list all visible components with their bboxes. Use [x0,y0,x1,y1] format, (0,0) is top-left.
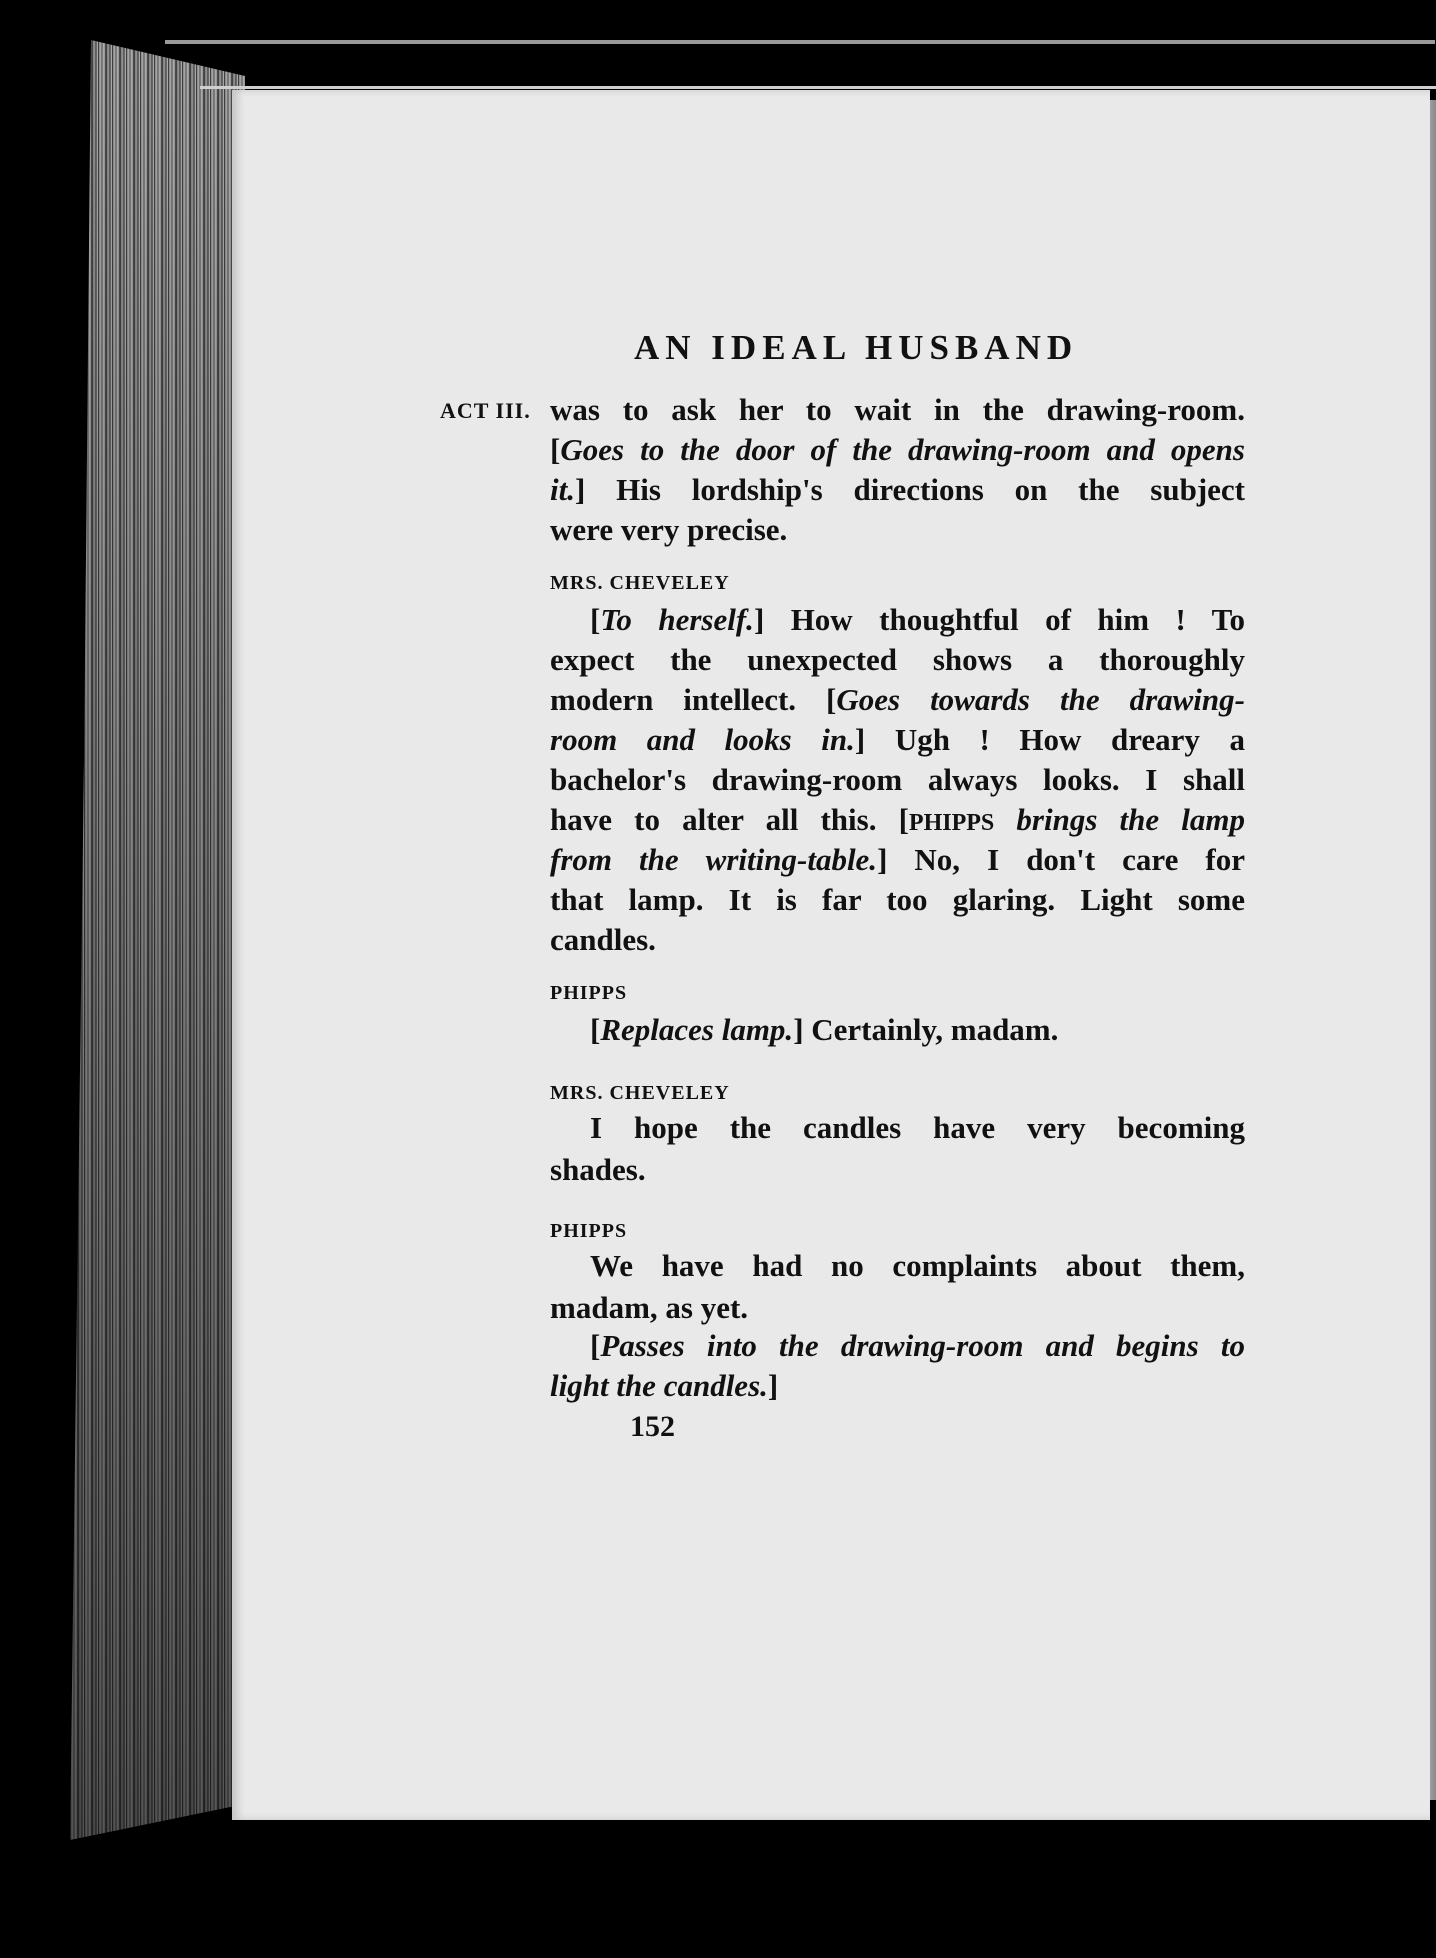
text-line: bachelor's drawing-room always looks. I shall [550,762,1245,797]
speaker-name: MRS. CHEVELEY [550,572,730,594]
text-line: We have had no complaints about them, [590,1248,1245,1283]
speaker-name: PHIPPS [550,1220,628,1242]
text-line: I hope the candles have very becoming [590,1110,1245,1145]
text-line: were very precise. [550,512,788,547]
speaker-name: MRS. CHEVELEY [550,1082,730,1104]
text-line: [To herself.] How thoughtful of him ! To [590,602,1245,637]
text-line: that lamp. It is far too glaring. Light some [550,882,1245,917]
text-line: it.] His lordship's directions on the subject [550,472,1245,507]
text-line: room and looks in.] Ugh ! How dreary a [550,722,1246,757]
text-line: have to alter all this. [PHIPPS brings the lamp [550,802,1245,837]
text-line: from the writing-table.] No, I don't care for [550,842,1245,877]
text-line: light the candles.] [550,1368,779,1403]
page-edges [70,40,245,1840]
cover-edge [165,40,1435,44]
text-line: candles. [550,922,656,957]
text-line: expect the unexpected shows a thoroughly [550,642,1245,677]
text-line: was to ask her to wait in the drawing-room. [550,392,1245,427]
page-number: 152 [630,1410,675,1443]
speaker-name: PHIPPS [550,982,628,1004]
text-line: [Replaces lamp.] Certainly, madam. [590,1012,1059,1047]
act-margin-note: ACT III. [440,398,531,423]
running-head: AN IDEAL HUSBAND [634,328,1079,367]
text-line: [Passes into the drawing-room and begins to [590,1328,1245,1363]
text-line: [Goes to the door of the drawing-room and opens [550,432,1245,467]
text-line: madam, as yet. [550,1290,749,1325]
text-line: shades. [550,1152,646,1187]
text-line: modern intellect. [Goes towards the drawing- [550,682,1245,717]
page-top-edge [200,86,1436,89]
